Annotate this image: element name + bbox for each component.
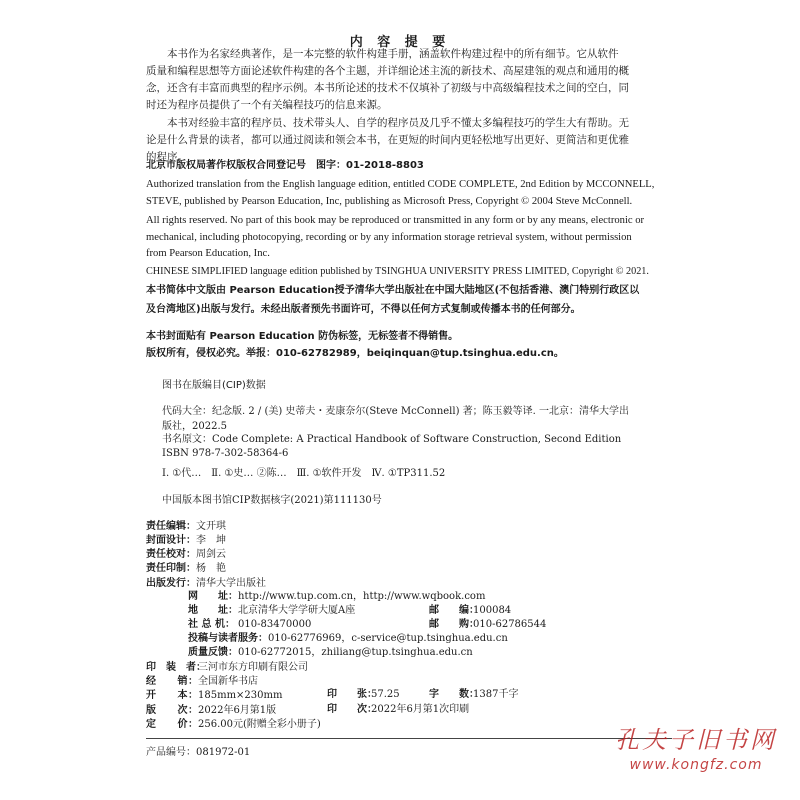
abstract-line: 本书作为名家经典著作，是一本完整的软件构建手册，涵盖软件构建过程中的所有细节。它从软件 xyxy=(167,48,619,60)
publisher-address xyxy=(188,604,355,618)
abstract-line: 质量和编程思想等方面论述软件构建的各个主题，并详细论述主流的新技术、高屋建瓴的观点和通用的概 xyxy=(146,65,629,77)
abstract-line: 念，还含有丰富而典型的程序示例。本书所论述的技术不仅填补了初级与中高级编程技术之间的空白，同 xyxy=(146,82,629,94)
credit-distributor xyxy=(146,674,258,689)
abstract-line: 时还为程序员提供了一个有关编程技巧的信息来源。 xyxy=(146,99,388,111)
credit-label: 开 本： xyxy=(146,690,198,701)
credit-value: 清华大学出版社 xyxy=(196,578,266,589)
credit-label: 字 数： xyxy=(429,689,479,700)
credit-printer xyxy=(146,660,308,675)
cip-classification: Ⅰ. ①代… Ⅱ. ①史… ②陈… Ⅲ. ①软件开发 Ⅳ. ①TP311.52 xyxy=(162,468,446,479)
cip-entry-line: 代码大全：纪念版. 2 / (美) 史蒂夫・麦康奈尔(Steve McConnell) 著；陈玉毅等译. 一北京：清华大学出 xyxy=(162,406,630,417)
credit-label: 责任编辑： xyxy=(146,521,196,532)
credit-impression xyxy=(327,703,469,717)
cip-original-title: 书名原文：Code Complete: A Practical Handbook of Software Construction, Second Edition xyxy=(162,434,622,445)
credit-value: 三河市东方印刷有限公司 xyxy=(198,662,308,673)
credit-label: 邮 编： xyxy=(429,605,479,616)
credit-label: 邮 购： xyxy=(429,619,479,630)
credit-value: 100084 xyxy=(473,605,512,616)
publisher-website xyxy=(188,590,485,604)
cip-entry-line: 版社，2022.5 xyxy=(162,421,227,432)
credit-value: 57.25 xyxy=(371,689,400,700)
authorized-line: STEVE, published by Pearson Education, Inc, publishing as Microsoft Press, Copyright © 2004 Steve McConnell. xyxy=(146,196,633,207)
credit-price xyxy=(146,717,321,732)
credit-sheets xyxy=(327,688,400,702)
chinese-edition-notice: CHINESE SIMPLIFIED language edition published by TSINGHUA UNIVERSITY PRESS LIMITED, Copyright © 2021. xyxy=(146,266,649,277)
rights-line: All rights reserved. No part of this book may be reproduced or transmitted in any form or by any means, electronic or xyxy=(146,215,645,226)
credit-label: 出版发行： xyxy=(146,578,196,589)
credit-value: 185mm×230mm xyxy=(198,690,283,701)
page-title: 内 容 提 要 xyxy=(349,35,451,50)
credit-label: 投稿与读者服务： xyxy=(188,633,268,644)
reader-service xyxy=(188,632,508,646)
credit-value: 010-62786544 xyxy=(473,619,547,630)
watermark-url: www.kongfz.com xyxy=(629,757,763,773)
credit-label: 定 价： xyxy=(146,719,198,730)
credit-value: 李 坤 xyxy=(196,535,226,546)
credit-value: 2022年6月第1版 xyxy=(198,705,277,716)
credit-value: 010-62772015，zhiliang@tup.tsinghua.edu.cn xyxy=(238,647,473,658)
credit-editor xyxy=(146,519,226,534)
credit-value: 北京清华大学学研大厦A座 xyxy=(238,605,356,616)
credit-value: 1387千字 xyxy=(473,689,519,700)
credit-edition xyxy=(146,703,276,718)
publisher-postcode xyxy=(429,604,511,618)
credit-label: 封面设计： xyxy=(146,535,196,546)
credit-label: 地 址： xyxy=(188,605,238,616)
territory-line: 本书简体中文版由 Pearson Education授予清华大学出版社在中国大陆地区(不包括香港、澳门特别行政区以 xyxy=(146,285,640,296)
cip-record-number: 中国版本图书馆CIP数据核字(2021)第111130号 xyxy=(162,495,382,506)
watermark xyxy=(598,726,794,776)
credit-cover-design xyxy=(146,533,226,548)
watermark-logo-text: 孔夫子旧书网 xyxy=(615,726,777,754)
cip-isbn: ISBN 978-7-302-58364-6 xyxy=(162,448,289,459)
credit-label: 质量反馈： xyxy=(188,647,238,658)
credit-value: 2022年6月第1次印刷 xyxy=(371,704,470,715)
credit-value: 文开琪 xyxy=(196,521,226,532)
credit-value: http://www.tup.com.cn，http://www.wqbook.com xyxy=(238,591,486,602)
divider xyxy=(146,738,672,739)
credit-format xyxy=(146,688,282,703)
publisher-switchboard xyxy=(188,618,311,632)
credit-label: 责任校对： xyxy=(146,549,196,560)
credit-label: 版 次： xyxy=(146,705,198,716)
quality-feedback xyxy=(188,646,473,660)
cip-header: 图书在版编目(CIP)数据 xyxy=(162,380,266,391)
authorized-line: Authorized translation from the English language edition, entitled CODE COMPLETE, 2nd Edition by MCCONNELL, xyxy=(146,179,655,190)
anti-counterfeit-label-notice: 本书封面贴有 Pearson Education 防伪标签，无标签者不得销售。 xyxy=(146,331,459,342)
credit-label: 印 张： xyxy=(327,689,377,700)
credit-value: 010-62776969，c-service@tup.tsinghua.edu.cn xyxy=(268,633,508,644)
copyright-registration: 北京市版权局著作权版权合同登记号 图字：01-2018-8803 xyxy=(146,160,424,171)
credit-label: 印 装 者： xyxy=(146,662,206,673)
credit-value: 全国新华书店 xyxy=(198,676,258,687)
credit-label: 经 销： xyxy=(146,676,198,687)
credit-label: 网 址： xyxy=(188,591,238,602)
credit-printing-supervisor xyxy=(146,561,226,576)
credit-value: 周剑云 xyxy=(196,549,226,560)
all-rights-text: 版权所有，侵权必究。举报：010-62782989，beiqinquan@tup.tsinghua.edu.cn。 xyxy=(146,348,564,359)
credit-word-count xyxy=(429,688,518,702)
credit-label: 印 次： xyxy=(327,704,377,715)
rights-line: from Pearson Education, Inc. xyxy=(146,248,270,259)
credit-publisher xyxy=(146,576,266,591)
product-code: 产品编号：081972-01 xyxy=(146,747,251,758)
all-rights-reserved-cn xyxy=(146,346,674,362)
publisher-mail-order xyxy=(429,618,546,632)
abstract-line: 本书对经验丰富的程序员、技术带头人、自学的程序员及几乎不懂太多编程技巧的学生大有帮助。无 xyxy=(167,117,629,129)
credit-label: 社 总 机： xyxy=(188,619,235,630)
credit-label: 责任印制： xyxy=(146,563,196,574)
abstract-line: 论是什么背景的读者，都可以通过阅读和领会本书，在更短的时间内更轻松地写出更好、更简洁和更优雅 xyxy=(146,134,629,146)
rights-line: mechanical, including photocopying, recording or by any information storage retrieval system, without permission xyxy=(146,232,632,243)
territory-line: 及台湾地区)出版与发行。未经出版者预先书面许可，不得以任何方式复制或传播本书的任何部分。 xyxy=(146,304,581,315)
credit-value: 杨 艳 xyxy=(196,563,226,574)
credit-value: 010-83470000 xyxy=(238,619,312,630)
abstract-line: 的程序。 xyxy=(146,151,188,163)
credit-proofreader xyxy=(146,547,226,562)
credit-value: 256.00元(附赠全彩小册子) xyxy=(198,719,321,730)
